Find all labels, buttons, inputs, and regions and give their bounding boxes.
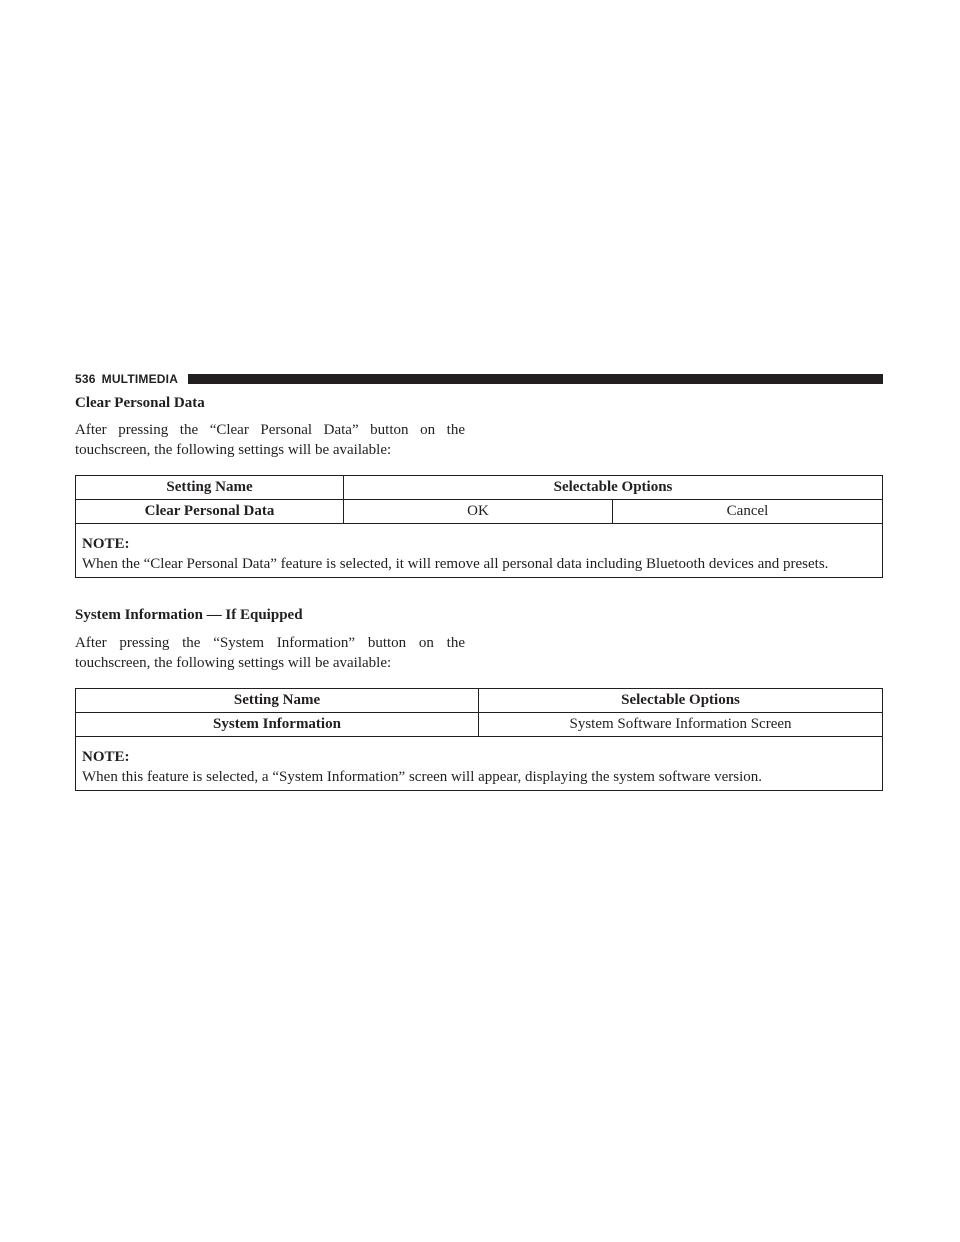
table-header-row bbox=[76, 476, 883, 500]
header-rule bbox=[188, 374, 883, 384]
intro-line: After pressing the “Clear Personal Data” button on the bbox=[75, 422, 465, 438]
column-header-selectable-options: Selectable Options bbox=[479, 689, 883, 713]
clear-personal-data-heading: Clear Personal Data bbox=[75, 395, 205, 411]
note-cell bbox=[76, 524, 883, 578]
system-information-table bbox=[75, 688, 883, 791]
system-information-intro bbox=[75, 633, 465, 673]
note-label: NOTE: bbox=[82, 749, 130, 765]
table-row bbox=[76, 713, 883, 737]
note-text: When the “Clear Personal Data” feature is selected, it will remove all personal data including Bluetooth devices and presets. bbox=[82, 556, 829, 572]
setting-name-cell: Clear Personal Data bbox=[76, 500, 344, 524]
table-row bbox=[76, 500, 883, 524]
option-cell: System Software Information Screen bbox=[479, 713, 883, 737]
page-header bbox=[75, 372, 883, 386]
column-header-setting-name: Setting Name bbox=[76, 689, 479, 713]
intro-line: touchscreen, the following settings will be available: bbox=[75, 442, 392, 458]
column-header-setting-name: Setting Name bbox=[76, 476, 344, 500]
system-information-heading: System Information — If Equipped bbox=[75, 607, 303, 623]
note-row bbox=[76, 737, 883, 791]
option-cell-ok: OK bbox=[344, 500, 613, 524]
intro-line: touchscreen, the following settings will be available: bbox=[75, 655, 392, 671]
note-cell bbox=[76, 737, 883, 791]
section-title: MULTIMEDIA bbox=[101, 372, 179, 386]
table-header-row bbox=[76, 689, 883, 713]
clear-personal-data-intro bbox=[75, 420, 465, 460]
page-number: 536 bbox=[75, 372, 96, 386]
note-text: When this feature is selected, a “System Information” screen will appear, displaying the system software version. bbox=[82, 769, 763, 785]
clear-personal-data-table bbox=[75, 475, 883, 578]
note-label: NOTE: bbox=[82, 536, 130, 552]
column-header-selectable-options: Selectable Options bbox=[344, 476, 883, 500]
option-cell-cancel: Cancel bbox=[613, 500, 883, 524]
note-row bbox=[76, 524, 883, 578]
intro-line: After pressing the “System Information” button on the bbox=[75, 635, 465, 651]
setting-name-cell: System Information bbox=[76, 713, 479, 737]
